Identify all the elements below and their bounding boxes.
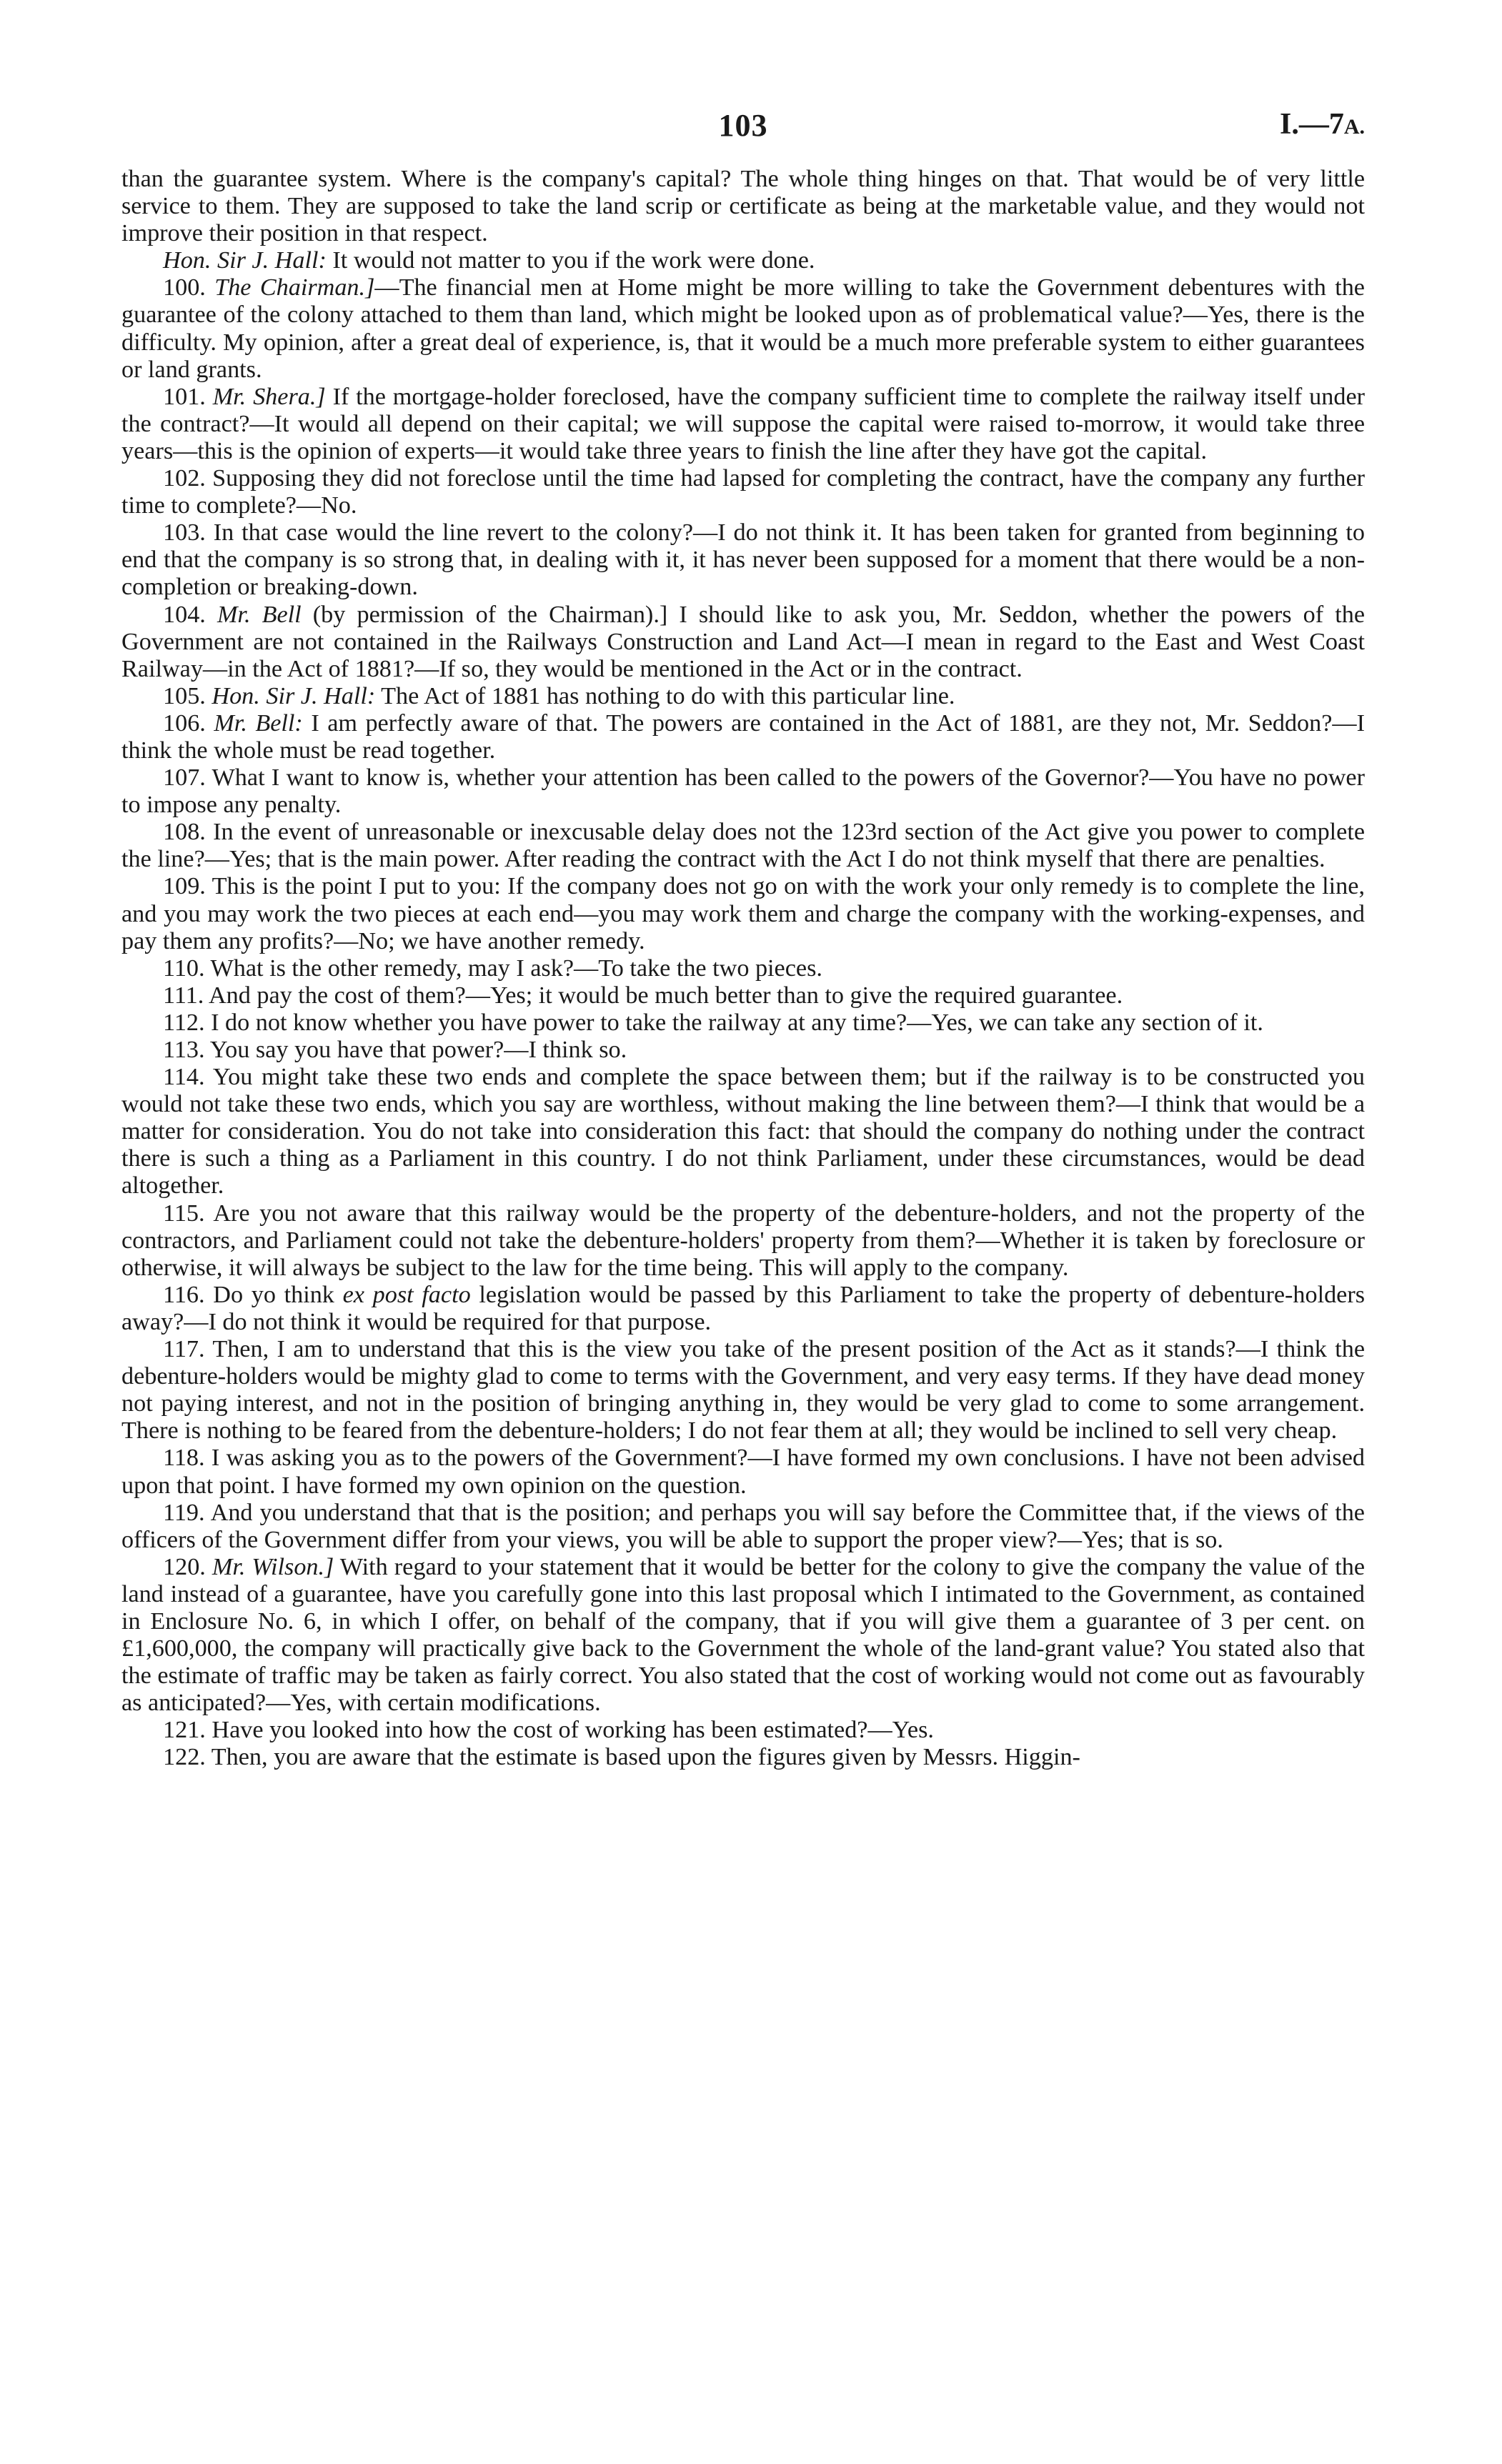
paragraph-text: Have you looked into how the cost of working has been estimated?—Yes.	[212, 1717, 934, 1744]
question-number: 111.	[163, 982, 204, 1009]
question-number: 106.	[163, 709, 206, 737]
paragraph	[121, 1282, 1365, 1336]
document-reference-main: I.—7	[1279, 108, 1344, 141]
speaker: Hon. Sir J. Hall:	[212, 682, 376, 709]
paragraph	[121, 166, 1365, 247]
speaker: Mr. Wilson.]	[212, 1553, 334, 1580]
speaker: The Chairman.]	[214, 274, 375, 301]
speaker: Mr. Bell	[217, 601, 302, 628]
speaker: Hon. Sir J. Hall:	[163, 247, 327, 274]
paragraph-text: This is the point I put to you: If the company does not go on with the work your only remedy is to complete the line, and you may work the two pieces at each end—you may work them and charge the company with the working-expenses, and pay them any profits?—No; we have another remedy.	[121, 873, 1365, 954]
italic-phrase: ex post facto	[342, 1281, 471, 1308]
page-header	[121, 107, 1365, 157]
paragraph	[121, 1037, 1365, 1064]
paragraph-text: The Act of 1881 has nothing to do with this particular line.	[381, 682, 955, 709]
question-number: 113.	[163, 1037, 205, 1063]
paragraph-text: What is the other remedy, may I ask?—To take the two pieces.	[210, 954, 822, 982]
paragraph-text: It would not matter to you if the work were done.	[332, 247, 815, 274]
paragraph	[121, 1744, 1365, 1771]
paragraph	[121, 384, 1365, 465]
paragraph-text-lead: Do yo think	[213, 1281, 334, 1308]
question-number: 100.	[163, 274, 206, 301]
paragraph-text: —The financial men at Home might be more willing to take the Government debentures with the guarantee of the colony attached to them than land, which might be looked upon as of problematical value?—Yes, there is the difficulty. My opinion, after a great deal of experience, is, that it would be a much more preferable system to either guarantees or land grants.	[121, 274, 1365, 383]
paragraph-text: Are you not aware that this railway would be the property of the debenture-holders, and not the property of the contractors, and Parliament could not take the debenture-holders' property from them?—Whether it is taken by foreclosure or otherwise, it will always be subject to the law for the time being. This will apply to the company.	[121, 1199, 1365, 1281]
question-number: 105.	[163, 682, 206, 709]
paragraph	[121, 465, 1365, 519]
paragraph-text: I was asking you as to the powers of the Government?—I have formed my own conclusions. I have not been advised upon that point. I have formed my own opinion on the question.	[121, 1445, 1365, 1499]
paragraph	[121, 1500, 1365, 1554]
paragraph-text: legislation would be passed by this Parliament to take the property of debenture-holders away?—I do not think it would be required for that purpose.	[121, 1281, 1366, 1335]
paragraph-text: I do not know whether you have power to take the railway at any time?—Yes, we can take any section of it.	[211, 1009, 1263, 1036]
paragraph-text: If the mortgage-holder foreclosed, have the company sufficient time to complete the railway itself under the contract?—It would all depend on their capital; we will suppose the capital were raised to-morrow, it would take three years—this is the opinion of experts—it would take three years to finish the line after they have got the capital.	[121, 383, 1366, 464]
question-number: 104.	[163, 601, 206, 628]
paragraph-text: Then, you are aware that the estimate is based upon the figures given by Messrs. Higgin-	[211, 1744, 1080, 1771]
paragraph-text: You say you have that power?—I think so.	[209, 1037, 627, 1063]
paragraph	[121, 683, 1365, 710]
question-number: 114.	[163, 1064, 205, 1091]
paragraph-text: Supposing they did not foreclose until the time had lapsed for completing the contract, have the company any further time to complete?—No.	[121, 465, 1366, 519]
question-number: 116.	[163, 1281, 205, 1308]
paragraph-text: With regard to your statement that it would be better for the colony to give the company the value of the land instead of a guarantee, have you carefully gone into this last proposal which I intimated to the Government, as contained in Enclosure No. 6, in which I offer, on behalf of the company, that if you will give them a guarantee of 3 per cent. on £1,600,000, the company will practically give back to the Government the whole of the land-grant value? You stated also that the estimate of traffic may be taken as fairly correct. You also stated that the cost of working would not come out as favourably as anticipated?—Yes, with certain modifications.	[121, 1553, 1365, 1717]
paragraph-text: Then, I am to understand that this is the view you take of the present position of the Act as it stands?—I think the debenture-holders would be mighty glad to come to terms with the Government, and very easy terms. If they have dead money not paying interest, and not in the position of bringing anything in, they would be very glad to come to some arrangement. There is nothing to be feared from the debenture-holders; I do not fear them at all; they would be inclined to sell very cheap.	[121, 1336, 1365, 1445]
document-page	[121, 107, 1365, 1772]
document-reference-suffix: A.	[1343, 115, 1365, 139]
question-number: 118.	[163, 1445, 205, 1472]
question-number: 103.	[163, 519, 206, 547]
paragraph-text: In that case would the line revert to the colony?—I do not think it. It has been taken for granted from beginning to end that the company is so strong that, in dealing with it, it has never been supposed for a moment that there would be a non-completion or breaking-down.	[121, 519, 1365, 601]
paragraph	[121, 1200, 1365, 1282]
paragraph	[121, 1717, 1365, 1744]
paragraph-text: than the guarantee system. Where is the company's capital? The whole thing hinges on that. That would be of very little service to them. They are supposed to take the land scrip or certificate as being at the marketable value, and they would not improve their position in that respect.	[121, 166, 1365, 247]
paragraph	[121, 764, 1365, 819]
question-number: 109.	[163, 873, 206, 900]
paragraph	[121, 955, 1365, 982]
question-number: 112.	[163, 1009, 205, 1036]
paragraph-text: And you understand that that is the position; and perhaps you will say before the Committee that, if the views of the officers of the Government differ from your views, you will be able to support the proper view?—Yes; that is so.	[121, 1499, 1365, 1553]
evidence-text	[121, 166, 1365, 1772]
question-number: 110.	[163, 954, 205, 982]
paragraph	[121, 873, 1365, 954]
paragraph	[121, 274, 1365, 383]
question-number: 121.	[163, 1717, 206, 1744]
paragraph	[121, 602, 1365, 683]
question-number: 122.	[163, 1744, 206, 1771]
paragraph	[121, 819, 1365, 873]
document-reference	[1280, 107, 1365, 141]
paragraph-text: (by permission of the Chairman).] I should like to ask you, Mr. Seddon, whether the powers of the Government are not contained in the Railways Construction and Land Act—I mean in regard to the East and West Coast Railway—in the Act of 1881?—If so, they would be mentioned in the Act or in the contract.	[121, 601, 1366, 682]
paragraph	[121, 247, 1365, 274]
paragraph	[121, 1064, 1365, 1199]
paragraph-text: And pay the cost of them?—Yes; it would be much better than to give the required guarantee.	[208, 982, 1123, 1009]
paragraph	[121, 710, 1365, 764]
question-number: 102.	[163, 465, 206, 492]
page-number: 103	[718, 108, 768, 143]
paragraph-text: In the event of unreasonable or inexcusable delay does not the 123rd section of the Act give you power to complete the line?—Yes; that is the main power. After reading the contract with the Act I do not think myself that there are penalties.	[121, 819, 1366, 873]
question-number: 107.	[163, 764, 206, 792]
paragraph-text: What I want to know is, whether your attention has been called to the powers of the Governor?—You have no power to impose any penalty.	[121, 764, 1365, 819]
paragraph-text: I am perfectly aware of that. The powers are contained in the Act of 1881, are they not, Mr. Seddon?—I think the whole must be read together.	[121, 709, 1365, 764]
speaker: Mr. Bell:	[214, 709, 303, 737]
paragraph	[121, 982, 1365, 1009]
paragraph	[121, 1445, 1365, 1499]
question-number: 117.	[163, 1336, 205, 1363]
question-number: 115.	[163, 1199, 205, 1227]
speaker: Mr. Shera.]	[212, 383, 326, 410]
paragraph	[121, 1336, 1365, 1445]
paragraph	[121, 1554, 1365, 1717]
question-number: 101.	[163, 383, 206, 410]
question-number: 108.	[163, 819, 206, 846]
paragraph	[121, 1009, 1365, 1037]
paragraph-text: You might take these two ends and complete the space between them; but if the railway is to be constructed you would not take these two ends, which you say are worthless, without making the line between them?—I think that would be a matter for consideration. You do not take into consideration this fact: that should the company do nothing under the contract there is such a thing as a Parliament in this country. I do not think Parliament, under these circumstances, would be dead altogether.	[121, 1064, 1365, 1199]
paragraph	[121, 519, 1365, 601]
question-number: 120.	[163, 1553, 206, 1580]
question-number: 119.	[163, 1499, 205, 1526]
